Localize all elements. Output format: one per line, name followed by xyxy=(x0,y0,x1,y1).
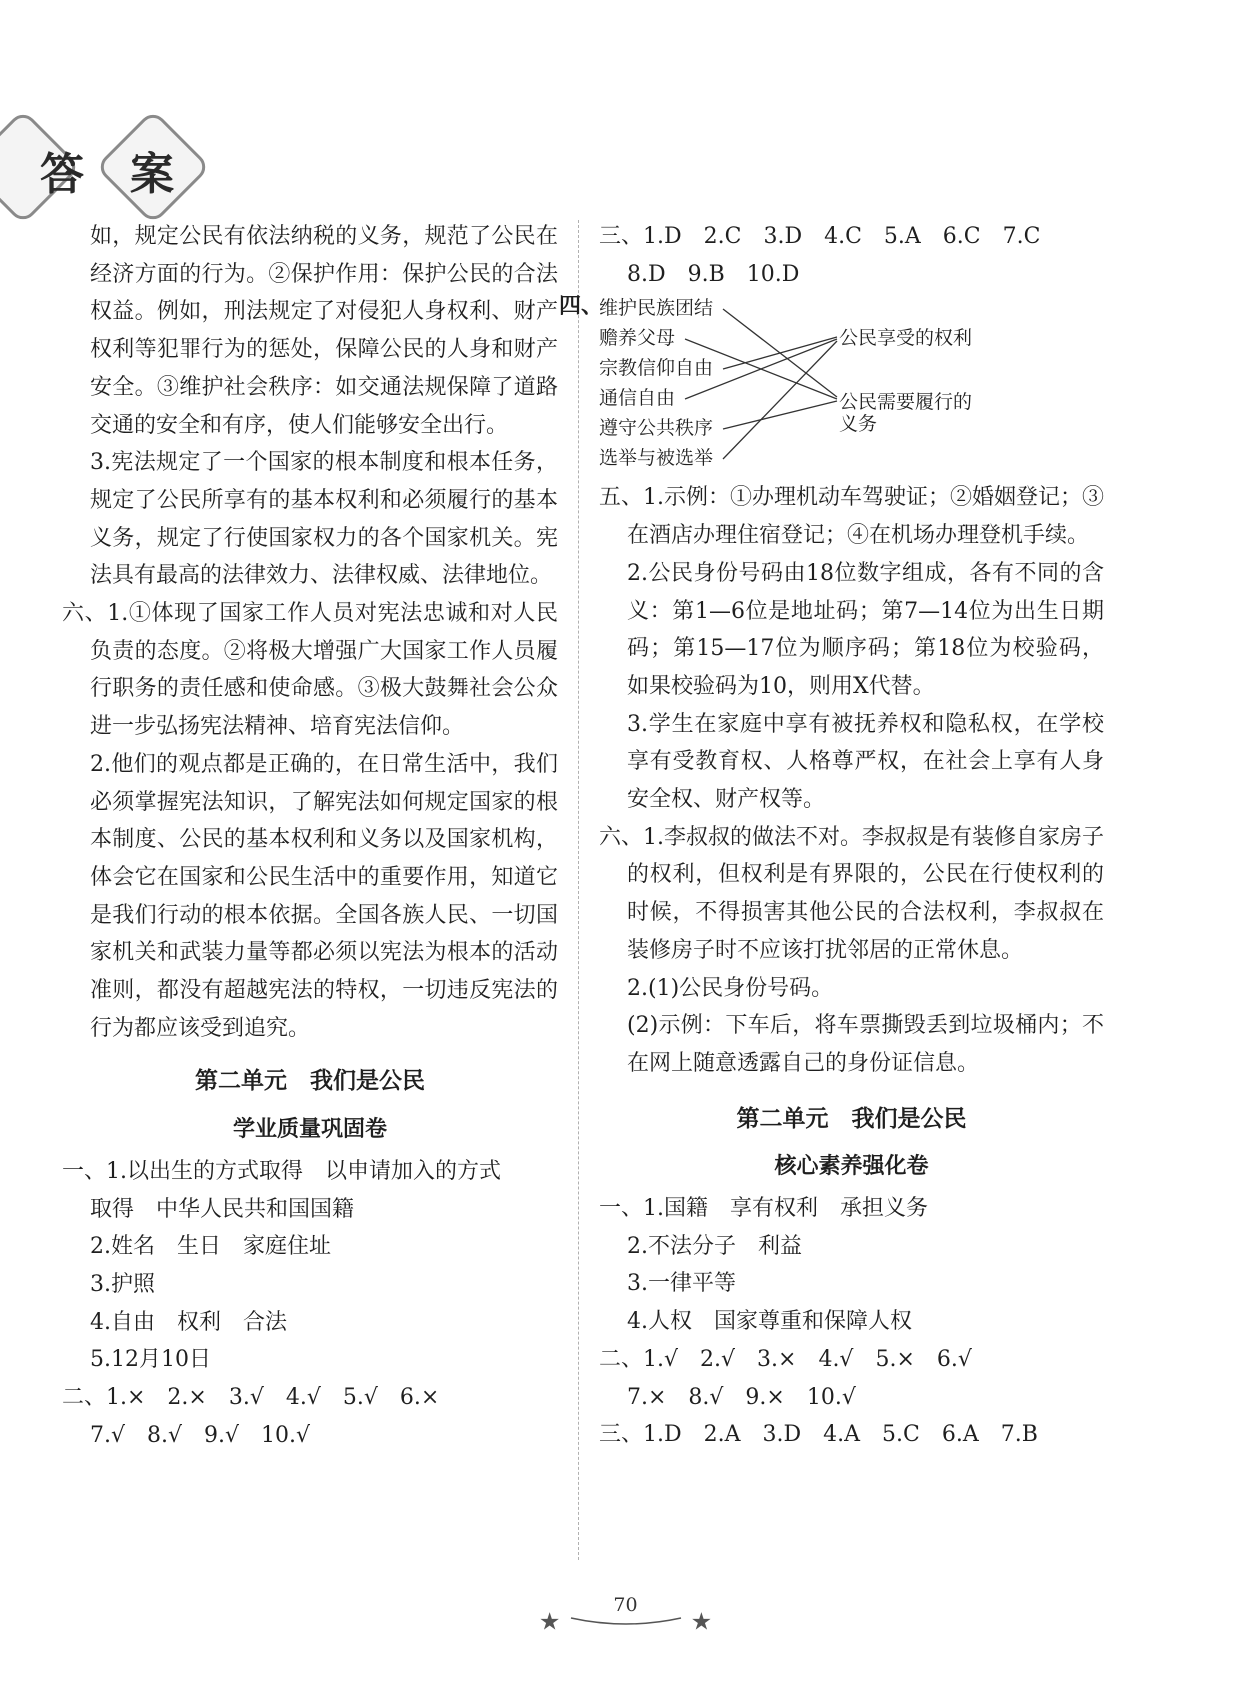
match-right-duties-cont: 义务 xyxy=(839,413,878,436)
paragraph-section-six-3: (2)示例：下车后，将车票撕毁丢到垃圾桶内；不在网上随意透露自己的身份证信息。 xyxy=(627,1013,1104,1076)
answer-line: 8.D 9.B 10.D xyxy=(627,261,800,287)
answer-line: 一、1.以出生的方式取得 以申请加入的方式 xyxy=(62,1158,501,1184)
answer-line: 3.护照 xyxy=(90,1271,155,1297)
header-char-da: 答 xyxy=(40,149,84,200)
column-divider xyxy=(578,220,579,1560)
footer-ornament xyxy=(566,1596,686,1626)
match-left-item: 遵守公共秩序 xyxy=(599,417,714,440)
paragraph-section-five-2: 2.公民身份号码由18位数字组成，各有不同的含义：第1—6位是地址码；第7—14位为出生日期码；第15—17位为顺序码；第18位为校验码，如果校验码为10，则用X代替。 xyxy=(627,560,1104,699)
answer-line: 4.人权 国家尊重和保障人权 xyxy=(627,1309,912,1335)
answer-line: 三、1.D 2.A 3.D 4.A 5.C 6.A 7.B xyxy=(599,1422,1038,1448)
section-title: 学业质量巩固卷 xyxy=(232,1117,387,1143)
unit-title: 第二单元 我们是公民 xyxy=(736,1105,967,1132)
answer-line: 3.一律平等 xyxy=(627,1271,736,1297)
paragraph-section-five-1: 五、1.示例：①办理机动车驾驶证；②婚姻登记；③在酒店办理住宿登记；④在机场办理登机手续。 xyxy=(599,485,1104,549)
page-number: 70 xyxy=(613,1594,638,1616)
match-right-rights: 公民享受的权利 xyxy=(839,327,973,350)
paragraph-section-six-1: 六、1.①体现了国家工作人员对宪法忠诚和对人民负责的态度。②将极大增强广大国家工作人员履行职务的责任感和使命感。③极大鼓舞社会公众进一步弘扬宪法精神、培育宪法信仰。 xyxy=(62,601,558,740)
match-right-duties: 公民需要履行的 xyxy=(839,391,973,414)
answer-line: 二、1.× 2.× 3.√ 4.√ 5.√ 6.× xyxy=(62,1385,440,1411)
match-left-item: 选举与被选举 xyxy=(599,447,714,470)
page-footer xyxy=(0,1596,1251,1636)
right-column xyxy=(559,218,1104,1454)
answer-header xyxy=(0,118,230,218)
star-icon: ★ xyxy=(538,1607,561,1636)
answer-line: 5.12月10日 xyxy=(90,1347,211,1373)
matching-prefix: 四、 xyxy=(559,293,604,320)
paragraph-role-of-law: 如，规定公民有依法纳税的义务，规范了公民在经济方面的行为。②保护作用：保护公民的合法权益。例如，刑法规定了对侵犯人身权利、财产权利等犯罪行为的惩处，保障公民的人身和财产安全。③维护社会秩序：如交通法规保障了道路交通的安全和有序，使人们能够安全出行。 xyxy=(90,224,558,438)
match-left-item: 赡养父母 xyxy=(599,327,676,350)
answer-line: 7.√ 8.√ 9.√ 10.√ xyxy=(90,1422,311,1448)
section-title: 核心素养强化卷 xyxy=(774,1154,929,1180)
matching-diagram xyxy=(559,293,1104,479)
answer-line: 三、1.D 2.C 3.D 4.C 5.A 6.C 7.C xyxy=(599,224,1041,249)
answer-line: 2.不法分子 利益 xyxy=(627,1233,802,1259)
star-icon: ★ xyxy=(690,1607,713,1636)
match-left-item: 宗教信仰自由 xyxy=(599,357,714,380)
paragraph-constitution: 3.宪法规定了一个国家的根本制度和根本任务，规定了公民所享有的基本权利和必须履行的基本义务，规定了行使国家权力的各个国家机关。宪法具有最高的法律效力、法律权威、法律地位。 xyxy=(90,450,558,589)
match-left-item: 通信自由 xyxy=(599,387,676,410)
paragraph-section-six-2: 2.(1)公民身份号码。 xyxy=(627,975,834,1001)
paragraph-section-six-2: 2.他们的观点都是正确的，在日常生活中，我们必须掌握宪法知识，了解宪法如何规定国家的根本制度、公民的基本权利和义务以及国家机构，体会它在国家和公民生活中的重要作用，知道它是我们行动的根本依据。全国各族人民、一切国家机关和武装力量等都必须以宪法为根本的活动准则，都没有超越宪法的特权，一切违反宪法的行为都应该受到追究。 xyxy=(90,751,558,1041)
header-char-an: 案 xyxy=(130,149,174,200)
answer-line: 取得 中华人民共和国国籍 xyxy=(90,1196,355,1222)
paragraph-section-five-3: 3.学生在家庭中享有被抚养权和隐私权，在学校享有受教育权、人格尊严权，在社会上享有人身安全权、财产权等。 xyxy=(627,711,1104,813)
paragraph-section-six-1: 六、1.李叔叔的做法不对。李叔叔是有装修自家房子的权利，但权利是有界限的，公民在行使权利的时候，不得损害其他公民的合法权利，李叔叔在装修房子时不应该打扰邻居的正常休息。 xyxy=(599,824,1104,963)
match-left-item: 维护民族团结 xyxy=(599,297,714,320)
answer-line: 一、1.国籍 享有权利 承担义务 xyxy=(599,1196,928,1222)
unit-title: 第二单元 我们是公民 xyxy=(195,1068,425,1095)
answer-line: 4.自由 权利 合法 xyxy=(90,1309,287,1335)
answer-line: 2.姓名 生日 家庭住址 xyxy=(90,1234,331,1260)
left-column xyxy=(62,218,558,1455)
matching-lines xyxy=(599,293,899,479)
answer-line: 7.× 8.√ 9.× 10.√ xyxy=(627,1384,856,1410)
answer-line: 二、1.√ 2.√ 3.× 4.√ 5.× 6.√ xyxy=(599,1346,972,1372)
